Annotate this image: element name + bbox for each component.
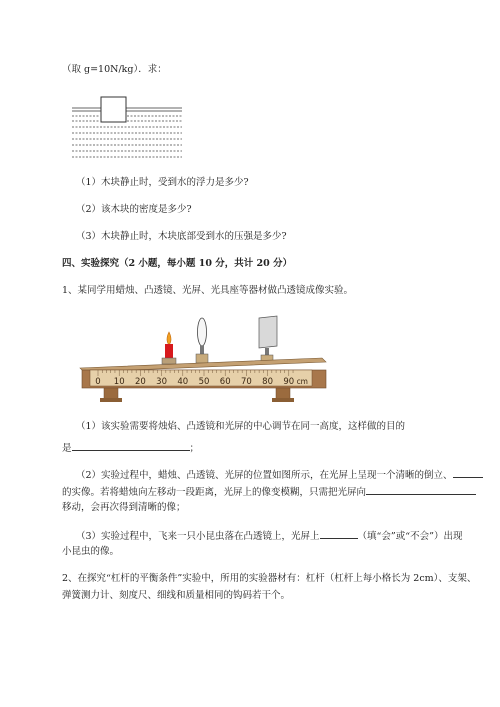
q1-part3-line1 <box>76 528 462 544</box>
q1-part2-text-b: 的实像。若将蜡烛向左移动一段距离，光屏上的像变模糊，只需把光屏向 <box>62 487 367 498</box>
ruler-tick-label: 60 <box>219 377 231 387</box>
q1-part1-line2 <box>62 440 199 456</box>
q2-line1: 2、在探究“杠杆的平衡条件”实验中，所用的实验器材有：杠杆（杠杆上每小格长为 2cm）、支架、 <box>62 573 477 584</box>
ruler-tick-label: 80 <box>262 377 274 387</box>
ruler-tick-label: 70 <box>240 377 252 387</box>
optical-bench-figure <box>76 312 336 407</box>
ruler-tick-label: 0 <box>95 377 101 387</box>
section-heading: 四、实验探究（2 小题，每小题 10 分，共计 20 分） <box>62 258 293 269</box>
sub-question-2: （2）该木块的密度是多少? <box>76 204 192 215</box>
ruler-tick-label: 30 <box>156 377 168 387</box>
q1-part2-text-a: （2）实验过程中，蜡烛、凸透镜、光屏的位置如图所示，在光屏上呈现一个清晰的倒立、 <box>76 470 453 481</box>
q1-part2-line2 <box>62 484 476 500</box>
answer-blank-4[interactable] <box>320 528 358 539</box>
q1-part2-line3: 移动，会再次得到清晰的像； <box>62 502 186 513</box>
q1-part1-suffix: ； <box>189 443 200 454</box>
q1-part3-line2: 小昆虫的像。 <box>62 546 120 557</box>
ruler-tick-label: 40 <box>177 377 189 387</box>
q1-part3-text-a: （3）实验过程中，飞来一只小昆虫落在凸透镜上，光屏上 <box>76 531 320 542</box>
floating-block-figure <box>72 94 182 164</box>
ruler-tick-label: 50 <box>198 377 210 387</box>
answer-blank-2[interactable] <box>453 467 483 478</box>
given-condition: （取 g=10N/kg）．求： <box>62 64 167 75</box>
ruler-tick-label: 20 <box>134 377 146 387</box>
sub-question-3: （3）木块静止时，木块底部受到水的压强是多少? <box>76 231 287 242</box>
q1-stem: 1、某同学用蜡烛、凸透镜、光屏、光具座等器材做凸透镜成像实验。 <box>62 285 354 296</box>
q1-part1-prefix: 是 <box>62 443 72 454</box>
q1-part1-line1: （1）该实验需要将烛焰、凸透镜和光屏的中心调节在同一高度，这样做的目的 <box>76 421 406 432</box>
q1-part3-text-b: （填“会”或“不会”）出现 <box>357 531 463 542</box>
q2-line2: 弹簧测力计、刻度尺、细线和质量相同的钩码若干个。 <box>62 590 291 601</box>
answer-blank-1[interactable] <box>72 440 190 451</box>
ruler-tick-label: 90 <box>283 377 295 387</box>
sub-question-1: （1）木块静止时，受到水的浮力是多少? <box>76 177 249 188</box>
q1-part2-line1 <box>76 467 483 483</box>
ruler-unit: cm <box>296 377 308 386</box>
ruler-tick-label: 10 <box>113 377 125 387</box>
answer-blank-3[interactable] <box>366 484 476 495</box>
